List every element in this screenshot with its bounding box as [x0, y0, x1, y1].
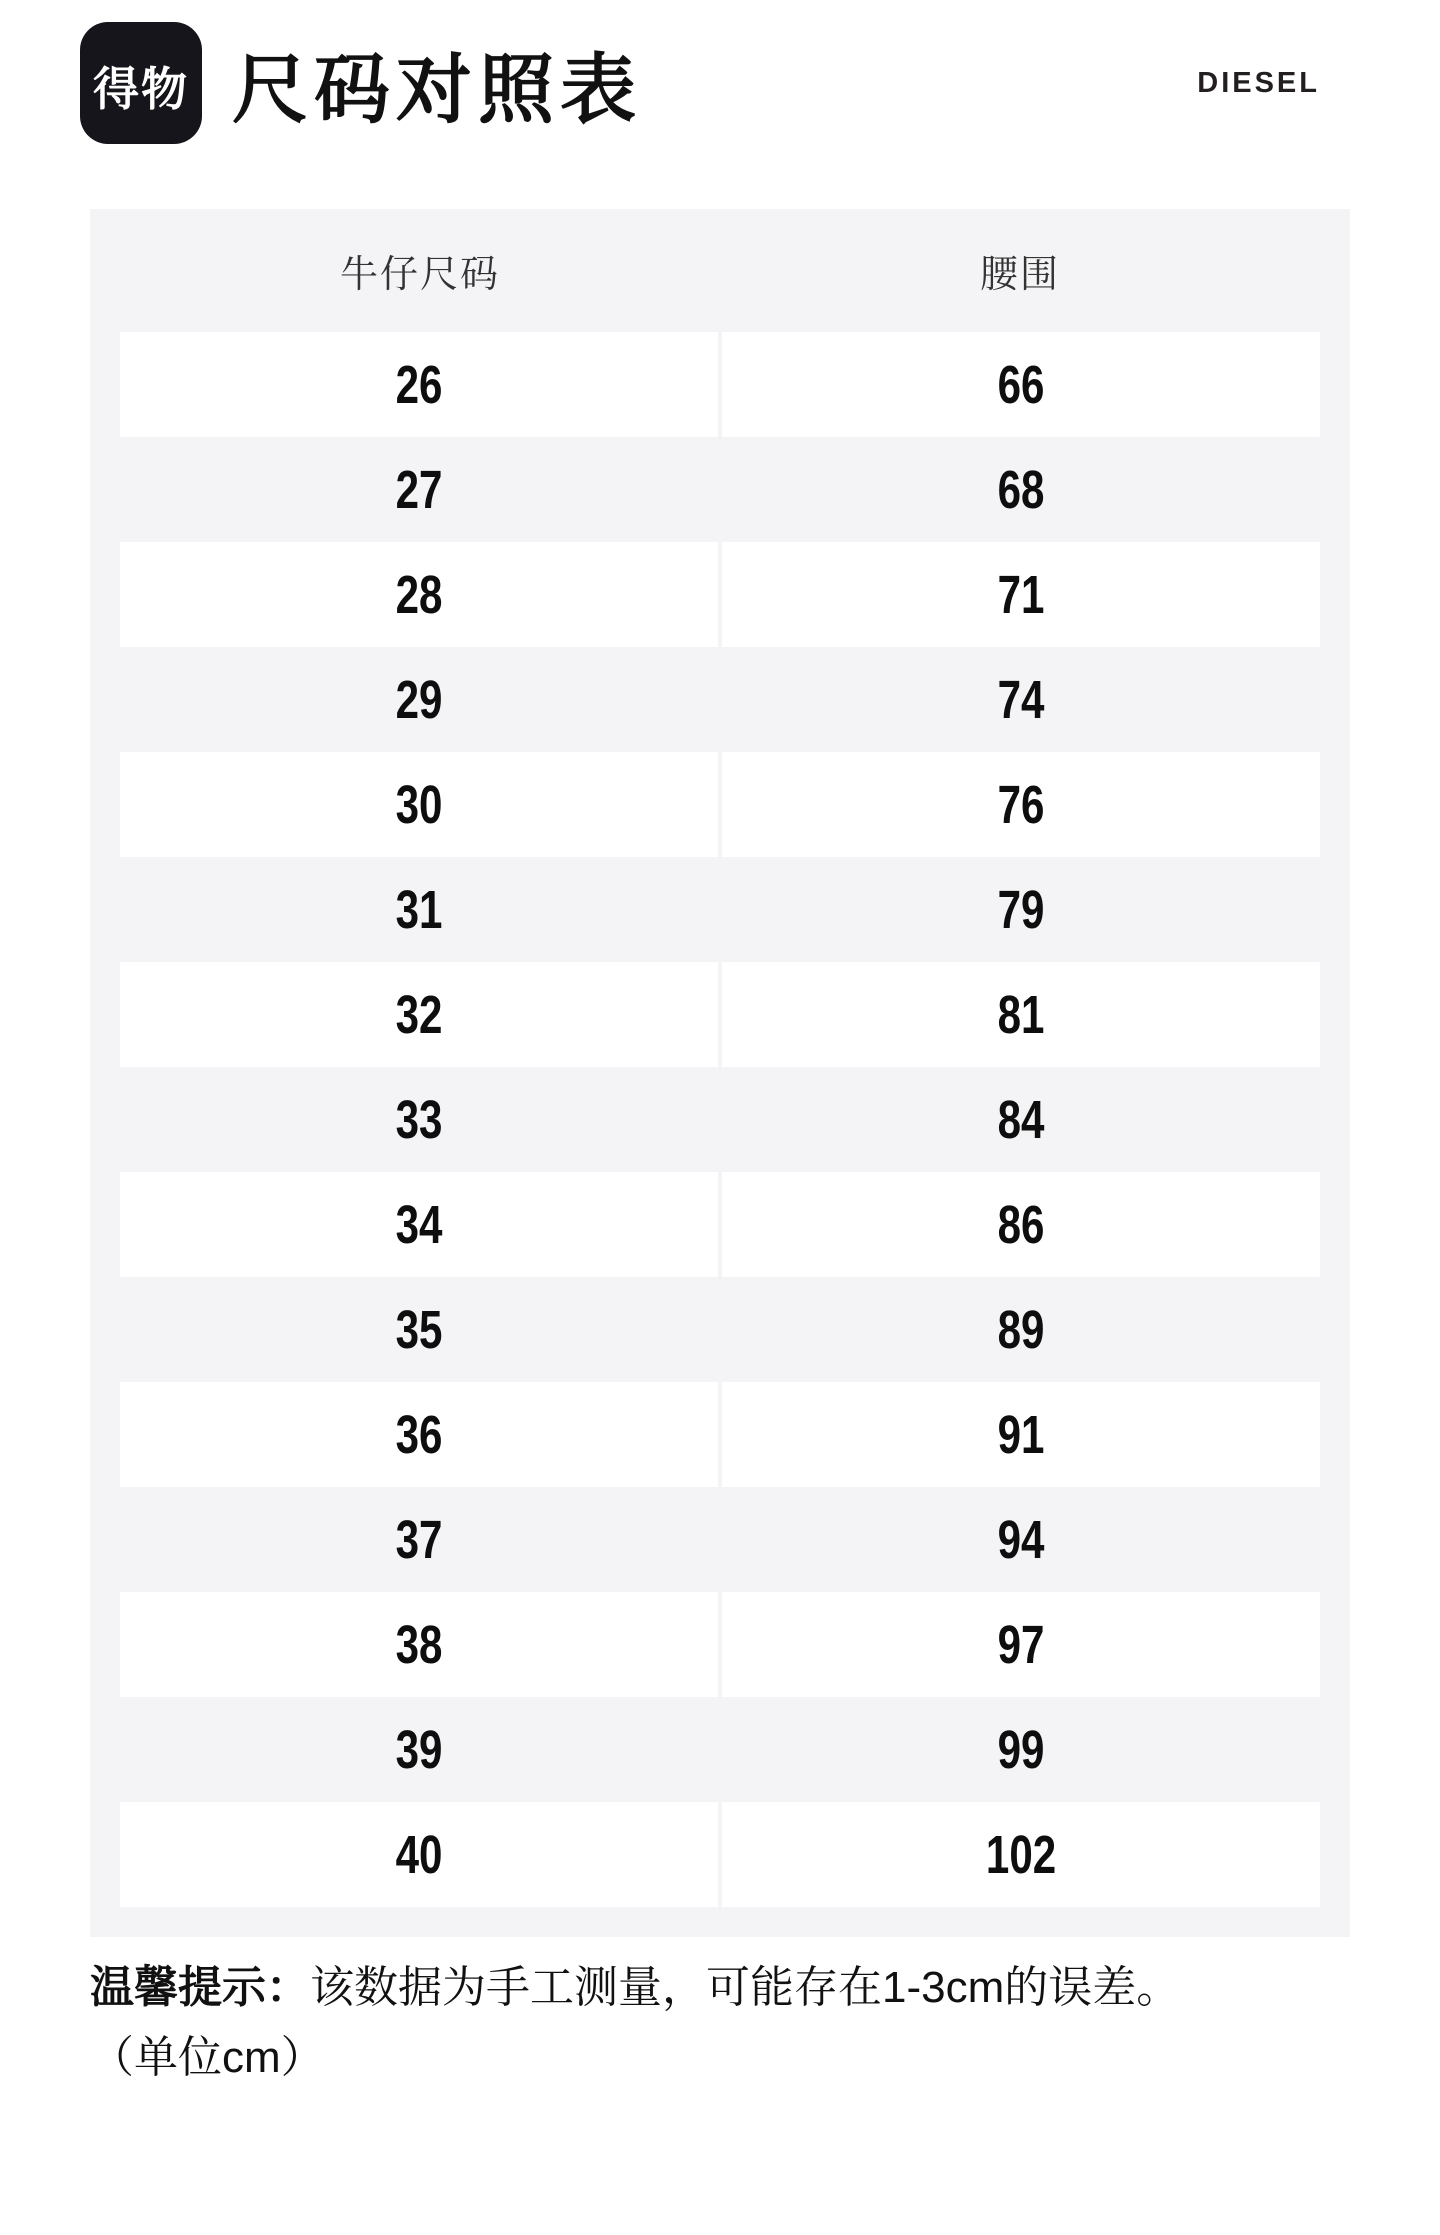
waist-value: 68: [997, 459, 1045, 520]
table-row: [120, 962, 1320, 1067]
dewu-logo-text: 得物: [93, 63, 189, 115]
waist-cell: [722, 1172, 1320, 1277]
waist-cell: [722, 437, 1320, 542]
waist-value: 84: [997, 1089, 1045, 1150]
table-header-row: [120, 209, 1320, 332]
table-row: [120, 1697, 1320, 1802]
size-cell: [120, 647, 718, 752]
waist-value: 91: [997, 1404, 1045, 1465]
waist-cell: [722, 1067, 1320, 1172]
table-body: [120, 332, 1320, 1907]
footnote-line1: [90, 1953, 1350, 2023]
table-row: [120, 1067, 1320, 1172]
column-header-size: 牛仔尺码: [339, 254, 500, 296]
table-row: [120, 1487, 1320, 1592]
footnote-unit-line: （单位cm）: [90, 2033, 325, 2082]
waist-cell: [722, 647, 1320, 752]
waist-value: 74: [997, 669, 1045, 730]
size-value: 28: [395, 564, 443, 625]
page-title: 尺码对照表: [232, 47, 642, 133]
size-cell: [120, 1382, 718, 1487]
table-row: [120, 332, 1320, 437]
waist-value: 99: [997, 1719, 1045, 1780]
size-cell: [120, 332, 718, 437]
table-row: [120, 437, 1320, 542]
size-cell: [120, 1487, 718, 1592]
size-value: 26: [395, 354, 443, 415]
waist-cell: [722, 1487, 1320, 1592]
size-cell: [120, 1592, 718, 1697]
waist-cell: [722, 962, 1320, 1067]
size-cell: [120, 1697, 718, 1802]
waist-cell: [722, 1697, 1320, 1802]
waist-value: 76: [997, 774, 1045, 835]
waist-value: 86: [997, 1194, 1045, 1255]
waist-value: 81: [997, 984, 1045, 1045]
waist-cell: [722, 1802, 1320, 1907]
waist-value: 97: [997, 1614, 1045, 1675]
size-value: 38: [395, 1614, 443, 1675]
waist-value: 89: [997, 1299, 1045, 1360]
size-value: 33: [395, 1089, 443, 1150]
footnote-tip-label: 温馨提示：: [90, 1963, 310, 2012]
size-value: 29: [395, 669, 443, 730]
table-row: [120, 542, 1320, 647]
waist-cell: [722, 1592, 1320, 1697]
waist-value: 102: [985, 1824, 1057, 1885]
dewu-logo: [80, 22, 202, 144]
waist-cell: [722, 752, 1320, 857]
footnote: [90, 1953, 1350, 2093]
size-value: 31: [395, 879, 443, 940]
brand-logo-diesel: DIESEL: [1197, 66, 1320, 99]
size-cell: [120, 1802, 718, 1907]
waist-cell: [722, 1277, 1320, 1382]
waist-cell: [722, 857, 1320, 962]
waist-value: 71: [997, 564, 1045, 625]
size-cell: [120, 1277, 718, 1382]
waist-value: 79: [997, 879, 1045, 940]
size-cell: [120, 437, 718, 542]
size-cell: [120, 542, 718, 647]
size-value: 30: [395, 774, 443, 835]
table-row: [120, 1277, 1320, 1382]
size-cell: [120, 962, 718, 1067]
table-row: [120, 752, 1320, 857]
size-value: 39: [395, 1719, 443, 1780]
table-row: [120, 857, 1320, 962]
size-cell: [120, 1067, 718, 1172]
column-header-waist: 腰围: [979, 254, 1060, 296]
size-value: 36: [395, 1404, 443, 1465]
size-value: 32: [395, 984, 443, 1045]
waist-value: 94: [997, 1509, 1045, 1570]
table-row: [120, 1172, 1320, 1277]
waist-cell: [722, 332, 1320, 437]
size-value: 37: [395, 1509, 443, 1570]
table-row: [120, 647, 1320, 752]
size-value: 35: [395, 1299, 443, 1360]
waist-cell: [722, 542, 1320, 647]
waist-cell: [722, 1382, 1320, 1487]
table-row: [120, 1802, 1320, 1907]
size-cell: [120, 752, 718, 857]
size-value: 34: [395, 1194, 443, 1255]
size-cell: [120, 857, 718, 962]
size-value: 40: [395, 1824, 443, 1885]
waist-value: 66: [997, 354, 1045, 415]
footnote-tip-text: 该数据为手工测量，可能存在1-3cm的误差。: [310, 1963, 1181, 2012]
size-cell: [120, 1172, 718, 1277]
table-row: [120, 1592, 1320, 1697]
table-row: [120, 1382, 1320, 1487]
page-header: [0, 0, 1440, 144]
size-value: 27: [395, 459, 443, 520]
size-table: [90, 209, 1350, 1937]
